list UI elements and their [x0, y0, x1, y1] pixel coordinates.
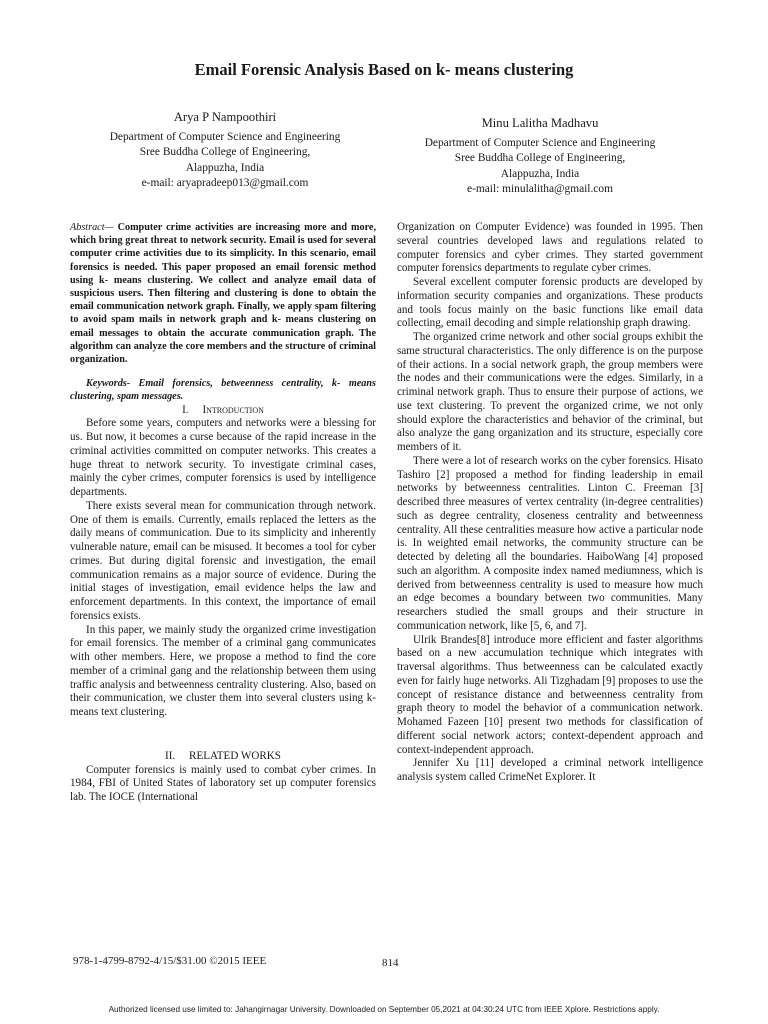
paper-title: Email Forensic Analysis Based on k- means clustering [194, 60, 574, 79]
footer-isbn: 978-1-4799-8792-4/15/$31.00 ©2015 IEEE [73, 955, 267, 967]
body-paragraph: In this paper, we mainly study the organized crime investigation for email forensics. The member of a criminal gang communicates with other members. Here, we propose a method to find the core member of a criminal gang and the relationship between them using traffic analysis and betweenness centrality clustering. Also, based on their communication, we cluster them into several clusters using k-means text clustering. [70, 623, 376, 719]
author-city: Alappuzha, India [185, 161, 265, 174]
section-number: II. [165, 749, 176, 762]
abstract-label: Abstract— [70, 222, 114, 233]
body-paragraph: Jennifer Xu [11] developed a criminal network intelligence analysis system called CrimeNet Explorer. It [397, 757, 703, 783]
body-paragraph: The organized crime network and other social groups exhibit the same structural characteristics. The only difference is on the purpose of their actions. In a social network graph, the group members were the nodes and their communications were the edges. Similarly, in a criminal network graph. Thus to ensure their purpose of actions, we use text clustering. To prevent the organized crime, we not only should explore the characteristics and behavior of the criminal, but also analyze the gang organization and its structure, especially core members of it. [397, 331, 703, 453]
license-notice: Authorized licensed use limited to: Jahangirnagar University. Downloaded on September 05,2021 at 04:30:24 UTC from IEEE Xplore. Restrictions apply. [108, 1005, 660, 1014]
right-column [397, 221, 703, 785]
author-department: Department of Computer Science and Engineering [109, 131, 341, 144]
author-college: Sree Buddha College of Engineering, [454, 152, 626, 165]
section-number: I. [182, 403, 189, 416]
body-paragraph: Several excellent computer forensic products are developed by information security companies and organizations. These products and tools focus mainly on the basic functions like email data collecting, email decoding and simple relationship graph drawing. [397, 276, 703, 330]
author-block-2 [375, 116, 705, 197]
page-number: 814 [382, 957, 399, 969]
left-column [70, 221, 376, 805]
body-paragraph: Before some years, computers and networks were a blessing for us. But now, it becomes a curse because of the rapid increase in the criminal activities committed on computer networks. This creates a huge threat to network security. To investigate criminal cases, mainly the cyber crimes, computer forensics is used by intelligence departments. [70, 417, 376, 499]
section-heading-introduction [70, 404, 376, 418]
body-paragraph: Organization on Computer Evidence) was founded in 1995. Then several countries developed laws and regulations related to computer forensics and cyber crimes. They started government computer forensics departments to regulate cyber crimes. [397, 221, 703, 275]
author-city: Alappuzha, India [500, 167, 580, 180]
keywords: Keywords- Email forensics, betweenness centrality, k- means clustering, spam messages. [70, 378, 376, 403]
section-title: RELATED WORKS [189, 749, 281, 762]
author-college: Sree Buddha College of Engineering, [139, 146, 311, 159]
abstract [70, 221, 376, 366]
body-paragraph: Computer forensics is mainly used to combat cyber crimes. In 1984, FBI of United States of laboratory set up computer forensics lab. The IOCE (International [70, 763, 376, 804]
author-name: Arya P Nampoothiri [173, 110, 277, 124]
section-heading-related-works [70, 750, 376, 764]
author-department: Department of Computer Science and Engineering [424, 137, 656, 150]
author-email: e-mail: aryapradeep013@gmail.com [141, 176, 309, 189]
author-email: e-mail: minulalitha@gmail.com [467, 182, 613, 195]
section-title: Introduction [202, 403, 264, 416]
body-paragraph: There exists several mean for communication through network. One of them is emails. Currently, emails replaced the letters as the daily means of communication. Due to its simplicity and inherently vulnerable nature, email can be misused. It becomes a tool for cyber crimes. But during digital forensic and investigation, the email communication remains as a major source of evidence. During the initial stages of investigation, email evidence helps the law and enforcement departments. In this context, the importance of email forensics exists. [70, 499, 376, 622]
author-name: Minu Lalitha Madhavu [481, 116, 599, 130]
author-block-1 [60, 110, 390, 191]
abstract-text: Computer crime activities are increasing more and more, which bring great threat to network security. Email is used for several computer crime activities due to its simplicity. In this scenario, email forensics is needed. This paper proposed an email forensic method using k- means clustering. We collect and analyze email data of suspicious users. Then filtering and clustering is done to obtain the email communication network graph. Finally, we apply spam filtering to avoid spam mails in network graph and k- means clustering on email messages to obtain the accurate communication graph. The algorithm can analyze the core members and the structure of criminal organization. [70, 222, 376, 366]
body-paragraph: Ulrik Brandes[8] introduce more efficient and faster algorithms based on a new accumulation technique which integrates with traversal algorithms. Thus betweenness can be calculated exactly even for fairly huge networks. Ali Tizghadam [9] proposes to use the concept of resistance distance and betweenness centrality from graph theory to model the behavior of a communication network. Mohamed Fazeen [10] present two methods for classification of different social network actors; context-dependent approach and context-independent approach. [397, 633, 703, 756]
body-paragraph: There were a lot of research works on the cyber forensics. Hisato Tashiro [2] proposed a method for finding leadership in email networks by betweenness centralities. Linton C. Freeman [3] described three measures of vertex centrality (in-degree centralities) such as degree centrality, closeness centrality and betweenness centrality. All these centralities measure how active a particular node is. In weighted email networks, the community structure can be detected by deleting all the boundaries. HaiboWang [4] proposed such an algorithm. A composite index named mediumness, which is derived from betweenness centrality is used to measure how much an edge becomes a boundary between two communities. Many researchers studied the small groups and their structure in communication network, like [5, 6, and 7]. [397, 454, 703, 632]
